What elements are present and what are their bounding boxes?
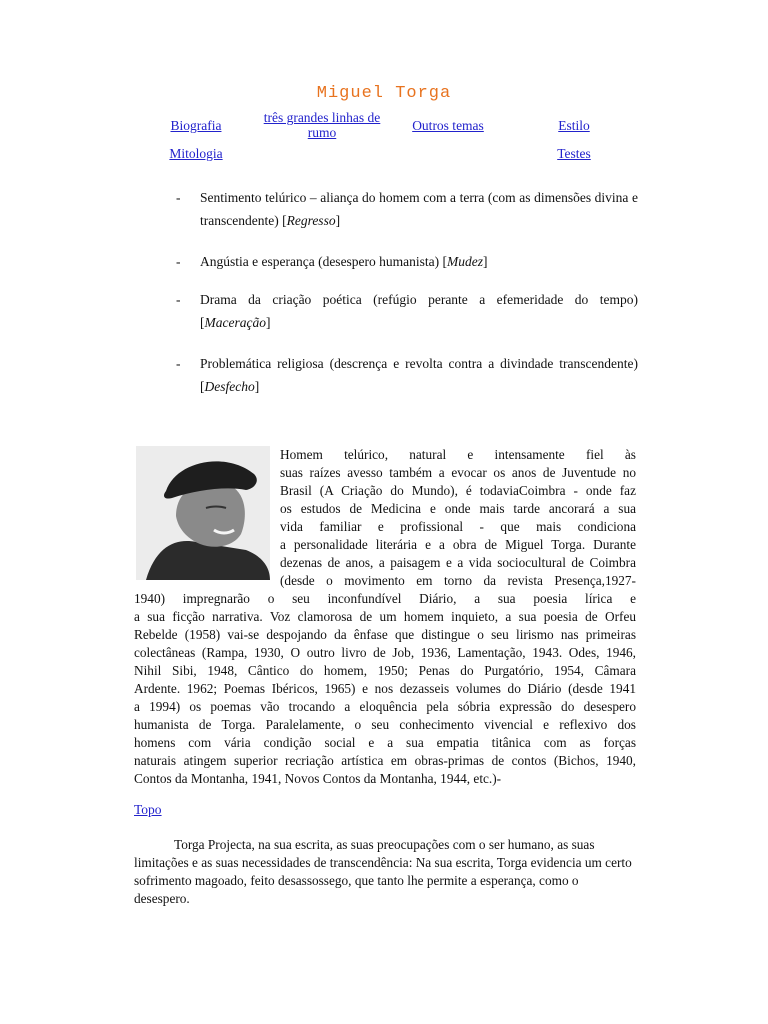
nav-link-mitologia[interactable]: Mitologia — [169, 146, 223, 161]
text-line: a sua ficção narrativa. Voz clamorosa de um homem inquieto, a sua poesia de Orfeu — [134, 609, 636, 624]
text-line: dezenas de anos, a paisagem e a vida sociocultural de Coimbra — [280, 555, 636, 570]
text-line: Brasil (A Criação do Mundo), é todaviaCoimbra - onde faz — [280, 483, 636, 498]
text-line: Rebelde (1958) vai-se despojando da ênfase que distingue o seu lirismo nas primeiras — [134, 627, 636, 642]
bullet-item: - Problemática religiosa (descrença e revolta contra a divindade transcendente) [Desfecho] — [176, 356, 638, 394]
biography-paragraph-full — [134, 590, 636, 788]
bullet-item: - Angústia e esperança (desespero humanista) [Mudez] — [176, 254, 488, 269]
text-line: humanista de Torga. Paralelamente, o seu conhecimento vivencial e reflexivo dos — [134, 717, 636, 732]
text-line: homens com vária condição social e a sua empatia titânica com as forças — [134, 735, 636, 750]
text-line: (desde o movimento em torno da revista Presença,1927- — [280, 573, 636, 588]
text-line: colectâneas (Rampa, 1930, O outro livro de Job, 1936, Lamentação, 1943. Odes, 1946, — [134, 645, 636, 660]
author-portrait-photo — [136, 446, 270, 580]
text-line: suas raízes avesso também a evocar os anos de Juventude no — [280, 465, 636, 480]
back-to-top-link[interactable]: Topo — [134, 802, 162, 817]
biography-paragraph-side — [280, 446, 636, 590]
nav-link-estilo[interactable]: Estilo — [558, 118, 590, 133]
text-line: Homem telúrico, natural e intensamente fiel às — [280, 447, 636, 462]
text-line: naturais atingem superior recriação artística em obras-primas de contos (Bichos, 1940, — [134, 753, 636, 768]
text-line: a 1994) os poemas vão trocando a eloquência pela sóbria expressão do desespero — [134, 699, 636, 714]
text-line: os estudos de Medicina e onde mais tarde ancorará a sua — [280, 501, 636, 516]
nav-link-testes[interactable]: Testes — [557, 146, 591, 161]
bullet-item: - Sentimento telúrico – aliança do homem com a terra (com as dimensões divina e transcendente) [Regresso] — [176, 190, 638, 228]
closing-paragraph: Torga Projecta, na sua escrita, as suas preocupações com o ser humano, as suas limitações e as suas necessidades de transcendência: Na sua escrita, Torga evidencia um certo sofrimento magoado, feito desassossego, que tanto lhe permite a esperança, como o desespero. — [134, 837, 632, 906]
text-line: Contos da Montanha, 1941, Novos Contos da Montanha, 1944, etc.)- — [134, 771, 502, 786]
text-line: Nihil Sibi, 1948, Cântico do homem, 1950; Penas do Purgatório, 1954, Câmara — [134, 663, 636, 678]
text-line: a personalidade literária e a obra de Miguel Torga. Durante — [280, 537, 636, 552]
text-line: 1940) impregnarão o seu inconfundível Diário, a sua poesia lírica e — [134, 591, 636, 606]
text-line: vida familiar e profissional - que mais condiciona — [280, 519, 636, 534]
page-title: Miguel Torga — [316, 84, 452, 103]
nav-link-biografia[interactable]: Biografia — [170, 118, 222, 133]
nav-link-outros-temas[interactable]: Outros temas — [412, 118, 484, 133]
nav-link-tres-grandes-linhas[interactable]: três grandes linhas de rumo — [263, 110, 381, 140]
text-line: Ardente. 1962; Poemas Ibéricos, 1965) e nos dezasseis volumes do Diário (desde 1941 — [134, 681, 636, 696]
bullet-item: - Drama da criação poética (refúgio perante a efemeridade do tempo) [Maceração] — [176, 292, 638, 330]
